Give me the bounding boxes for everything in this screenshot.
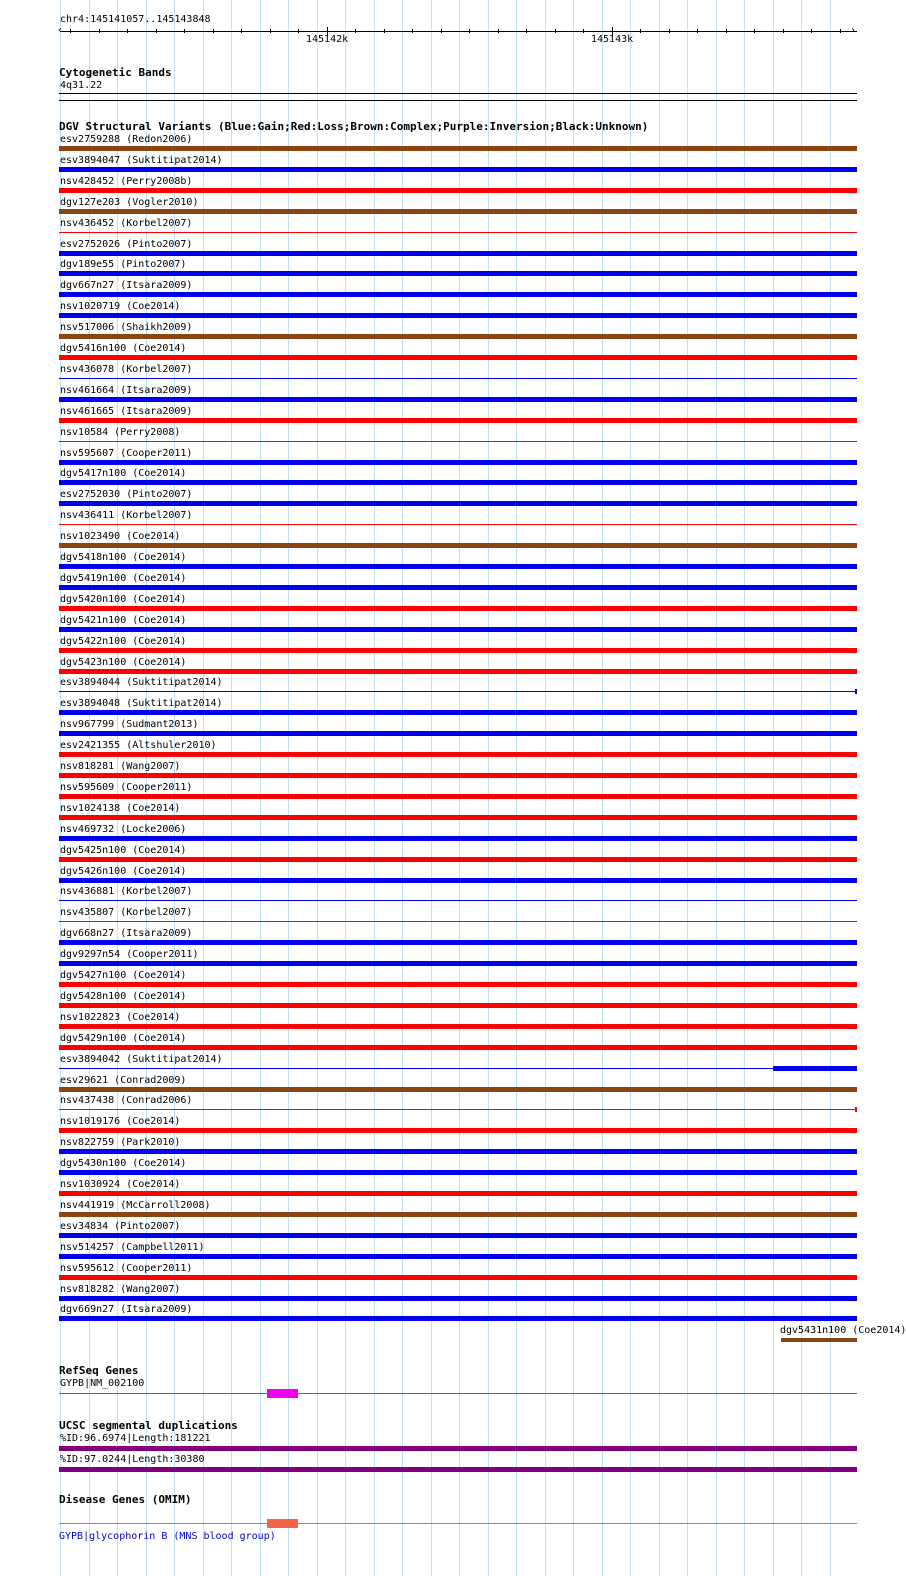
dgv-variant-label[interactable]: nsv818281 (Wang2007)	[60, 761, 181, 772]
dgv-variant-bar[interactable]	[59, 1212, 857, 1217]
dgv-variant-bar[interactable]	[59, 731, 857, 736]
dgv-variant-bar[interactable]	[59, 355, 857, 360]
dgv-variant-bar[interactable]	[59, 961, 857, 966]
dgv-variant-bar[interactable]	[59, 1316, 857, 1321]
dgv-variant-label[interactable]: dgv189e55 (Pinto2007)	[60, 259, 187, 270]
ruler-minor-tick	[213, 29, 214, 33]
dgv-variant-label[interactable]: nsv514257 (Campbell2011)	[60, 1242, 205, 1253]
ruler-minor-tick	[726, 29, 727, 33]
grid-line	[516, 0, 517, 1576]
segdup-label[interactable]: %ID:97.0244|Length:30380	[60, 1454, 205, 1465]
grid-line	[716, 0, 717, 1576]
dgv-variant-bar[interactable]	[59, 1233, 857, 1238]
grid-line	[231, 0, 232, 1576]
grid-line	[488, 0, 489, 1576]
dgv-variant-label[interactable]: dgv5418n100 (Coe2014)	[60, 552, 187, 563]
dgv-variant-label[interactable]: nsv428452 (Perry2008b)	[60, 176, 193, 187]
ruler-minor-tick	[70, 29, 71, 33]
dgv-variant-bar[interactable]	[59, 648, 857, 653]
dgv-variant-bar[interactable]	[59, 669, 857, 674]
grid-line	[431, 0, 432, 1576]
dgv-variant-bar[interactable]	[59, 313, 857, 318]
dgv-variant-bar[interactable]	[59, 1087, 857, 1092]
dgv-variant-label[interactable]: dgv5419n100 (Coe2014)	[60, 573, 187, 584]
dgv-variant-label[interactable]: dgv5425n100 (Coe2014)	[60, 845, 187, 856]
dgv-variant-bar[interactable]	[59, 441, 857, 442]
dgv-variant-bar[interactable]	[59, 564, 857, 569]
dgv-variant-bar[interactable]	[59, 501, 857, 506]
dgv-variant-label[interactable]: nsv461665 (Itsara2009)	[60, 406, 193, 417]
dgv-variant-label[interactable]: esv3894047 (Suktitipat2014)	[60, 155, 223, 166]
dgv-variant-bar[interactable]	[59, 397, 857, 402]
dgv-variant-bar[interactable]	[59, 524, 857, 525]
dgv-variant-label[interactable]: nsv595607 (Cooper2011)	[60, 448, 193, 459]
dgv-variant-bar[interactable]	[59, 1191, 857, 1196]
dgv-variant-bar[interactable]	[59, 378, 857, 379]
omim-track-title[interactable]: Disease Genes (OMIM)	[59, 1493, 192, 1506]
dgv-variant-label[interactable]: dgv5422n100 (Coe2014)	[60, 636, 187, 647]
dgv-variant-bar[interactable]	[59, 232, 857, 233]
dgv-variant-label[interactable]: nsv822759 (Park2010)	[60, 1137, 181, 1148]
dgv-variant-label[interactable]: nsv435807 (Korbel2007)	[60, 907, 193, 918]
ruler-minor-tick	[469, 29, 470, 33]
ruler-minor-tick	[697, 29, 698, 33]
dgv-variant-bar[interactable]	[59, 1003, 857, 1008]
dgv-extra-variant-label[interactable]: dgv5431n100 (Coe2014)	[780, 1325, 906, 1336]
dgv-variant-label[interactable]: dgv5428n100 (Coe2014)	[60, 991, 187, 1002]
ruler-minor-tick	[754, 29, 755, 33]
dgv-variant-label[interactable]: nsv1022823 (Coe2014)	[60, 1012, 181, 1023]
dgv-variant-label[interactable]: nsv461664 (Itsara2009)	[60, 385, 193, 396]
dgv-track-title[interactable]: DGV Structural Variants (Blue:Gain;Red:Loss;Brown:Complex;Purple:Inversion;Black:Unknown)	[59, 120, 649, 133]
dgv-variant-label[interactable]: esv29621 (Conrad2009)	[60, 1075, 187, 1086]
dgv-variant-bar[interactable]	[59, 921, 857, 922]
segdup-track-title[interactable]: UCSC segmental duplications	[59, 1419, 238, 1432]
ruler-minor-tick	[355, 29, 356, 33]
ruler-minor-tick	[384, 29, 385, 33]
dgv-variant-bar[interactable]	[59, 815, 857, 820]
dgv-extra-variant-bar[interactable]	[781, 1338, 857, 1342]
refseq-gene-label[interactable]: GYPB|NM_002100	[60, 1378, 145, 1389]
ruler-right-arrow-icon: ›	[850, 25, 857, 36]
ruler-line	[60, 31, 857, 32]
segdup-label[interactable]: %ID:96.6974|Length:181221	[60, 1433, 211, 1444]
grid-line	[203, 0, 204, 1576]
segdup-bar[interactable]	[59, 1467, 857, 1472]
dgv-variant-label[interactable]: esv2421355 (Altshuler2010)	[60, 740, 217, 751]
grid-line	[744, 0, 745, 1576]
dgv-variant-label[interactable]: nsv1020719 (Coe2014)	[60, 301, 181, 312]
dgv-variant-label[interactable]: esv34834 (Pinto2007)	[60, 1221, 181, 1232]
dgv-variant-bar[interactable]	[59, 1275, 857, 1280]
dgv-variant-label[interactable]: nsv436411 (Korbel2007)	[60, 510, 193, 521]
dgv-variant-bar[interactable]	[59, 940, 857, 945]
dgv-variant-bar[interactable]	[59, 627, 857, 632]
dgv-variant-bar[interactable]	[59, 292, 857, 297]
ruler-minor-tick	[298, 29, 299, 33]
ruler-minor-tick	[811, 29, 812, 33]
dgv-variant-label[interactable]: nsv437438 (Conrad2006)	[60, 1095, 193, 1106]
dgv-variant-label[interactable]: nsv436078 (Korbel2007)	[60, 364, 193, 375]
dgv-variant-label[interactable]: dgv5423n100 (Coe2014)	[60, 657, 187, 668]
dgv-variant-bar[interactable]	[59, 773, 857, 778]
dgv-variant-bar[interactable]	[59, 836, 857, 841]
dgv-variant-bar[interactable]	[59, 900, 857, 901]
dgv-variant-label[interactable]: nsv436881 (Korbel2007)	[60, 886, 193, 897]
ruler-minor-tick	[612, 29, 613, 33]
dgv-variant-bar[interactable]	[59, 878, 857, 883]
ruler-minor-tick	[783, 29, 784, 33]
ruler-minor-tick	[669, 29, 670, 33]
ruler-minor-tick	[640, 29, 641, 33]
dgv-variant-label[interactable]: dgv9297n54 (Cooper2011)	[60, 949, 199, 960]
dgv-variant-bar[interactable]	[59, 460, 857, 465]
dgv-variant-bar[interactable]	[59, 480, 857, 485]
ruler-minor-tick	[270, 29, 271, 33]
ruler-tick-label: 145142k	[306, 34, 349, 45]
segdup-bar[interactable]	[59, 1446, 857, 1451]
locus-label: chr4:145141057..145143848	[60, 14, 211, 25]
dgv-variant-label[interactable]: nsv967799 (Sudmant2013)	[60, 719, 199, 730]
ruler-minor-tick	[555, 29, 556, 33]
dgv-variant-label[interactable]: dgv669n27 (Itsara2009)	[60, 1304, 193, 1315]
cytoband-track-title[interactable]: Cytogenetic Bands	[59, 66, 172, 79]
ruler-minor-tick	[441, 29, 442, 33]
dgv-variant-bar[interactable]	[59, 251, 857, 256]
dgv-variant-label[interactable]: nsv595609 (Cooper2011)	[60, 782, 193, 793]
dgv-variant-bar[interactable]	[59, 1109, 857, 1110]
dgv-variant-label[interactable]: nsv517006 (Shaikh2009)	[60, 322, 193, 333]
grid-line	[459, 0, 460, 1576]
dgv-variant-segment[interactable]	[855, 689, 857, 694]
dgv-variant-label[interactable]: dgv5429n100 (Coe2014)	[60, 1033, 187, 1044]
ruler-left-arrow-icon: ‹	[57, 25, 64, 36]
dgv-variant-segment[interactable]	[773, 1066, 857, 1071]
dgv-variant-label[interactable]: dgv5430n100 (Coe2014)	[60, 1158, 187, 1169]
ruler-minor-tick	[412, 29, 413, 33]
dgv-variant-label[interactable]: dgv667n27 (Itsara2009)	[60, 280, 193, 291]
dgv-variant-bar[interactable]	[59, 752, 857, 757]
dgv-variant-label[interactable]: dgv5416n100 (Coe2014)	[60, 343, 187, 354]
dgv-variant-label[interactable]: nsv595612 (Cooper2011)	[60, 1263, 193, 1274]
dgv-variant-label[interactable]: esv3894048 (Suktitipat2014)	[60, 698, 223, 709]
dgv-variant-bar[interactable]	[59, 543, 857, 548]
dgv-variant-segment[interactable]	[855, 1107, 857, 1112]
dgv-variant-bar[interactable]	[59, 146, 857, 151]
dgv-variant-label[interactable]: esv3894042 (Suktitipat2014)	[60, 1054, 223, 1065]
refseq-gene-exon[interactable]	[267, 1389, 298, 1398]
dgv-variant-bar[interactable]	[59, 418, 857, 423]
omim-gene-exon[interactable]	[267, 1519, 298, 1528]
cytoband-bar[interactable]	[59, 93, 857, 94]
grid-line	[345, 0, 346, 1576]
dgv-variant-label[interactable]: nsv10584 (Perry2008)	[60, 427, 181, 438]
dgv-variant-label[interactable]: dgv127e203 (Vogler2010)	[60, 197, 199, 208]
grid-line	[374, 0, 375, 1576]
dgv-variant-bar[interactable]	[59, 710, 857, 715]
omim-gene-link[interactable]: GYPB|glycophorin B (MNS blood group)	[59, 1531, 276, 1542]
dgv-variant-label[interactable]: nsv436452 (Korbel2007)	[60, 218, 193, 229]
grid-line	[545, 0, 546, 1576]
dgv-variant-bar[interactable]	[59, 585, 857, 590]
grid-line	[630, 0, 631, 1576]
ruler-minor-tick	[127, 29, 128, 33]
omim-gene-line[interactable]	[59, 1523, 857, 1524]
ruler-minor-tick	[583, 29, 584, 33]
dgv-variant-label[interactable]: dgv5420n100 (Coe2014)	[60, 594, 187, 605]
ruler-minor-tick	[526, 29, 527, 33]
dgv-variant-bar[interactable]	[59, 982, 857, 987]
ruler-minor-tick	[99, 29, 100, 33]
dgv-variant-label[interactable]: nsv1023490 (Coe2014)	[60, 531, 181, 542]
dgv-variant-bar[interactable]	[59, 1024, 857, 1029]
dgv-variant-label[interactable]: nsv818282 (Wang2007)	[60, 1284, 181, 1295]
grid-line	[573, 0, 574, 1576]
dgv-variant-label[interactable]: nsv469732 (Locke2006)	[60, 824, 187, 835]
dgv-variant-bar[interactable]	[59, 1045, 857, 1050]
dgv-variant-bar[interactable]	[59, 188, 857, 193]
grid-line	[659, 0, 660, 1576]
dgv-variant-label[interactable]: esv3894044 (Suktitipat2014)	[60, 677, 223, 688]
dgv-variant-label[interactable]: dgv5426n100 (Coe2014)	[60, 866, 187, 877]
cytoband-bar-lower	[59, 100, 857, 101]
ruler-minor-tick	[184, 29, 185, 33]
ruler-minor-tick	[840, 29, 841, 33]
dgv-variant-label[interactable]: nsv1024138 (Coe2014)	[60, 803, 181, 814]
grid-line	[260, 0, 261, 1576]
dgv-variant-bar[interactable]	[59, 1296, 857, 1301]
ruler-minor-tick	[156, 29, 157, 33]
dgv-variant-label[interactable]: nsv1019176 (Coe2014)	[60, 1116, 181, 1127]
refseq-track-title[interactable]: RefSeq Genes	[59, 1364, 139, 1377]
dgv-variant-label[interactable]: esv2752026 (Pinto2007)	[60, 239, 193, 250]
grid-line	[317, 0, 318, 1576]
dgv-variant-bar[interactable]	[59, 334, 857, 339]
dgv-variant-bar[interactable]	[59, 606, 857, 611]
grid-line	[402, 0, 403, 1576]
dgv-variant-bar[interactable]	[59, 691, 857, 692]
dgv-variant-label[interactable]: dgv5417n100 (Coe2014)	[60, 468, 187, 479]
dgv-variant-bar[interactable]	[59, 209, 857, 214]
grid-line	[687, 0, 688, 1576]
dgv-variant-label[interactable]: dgv5427n100 (Coe2014)	[60, 970, 187, 981]
dgv-variant-bar[interactable]	[59, 167, 857, 172]
dgv-variant-bar[interactable]	[59, 857, 857, 862]
dgv-variant-bar[interactable]	[59, 271, 857, 276]
ruler-tick-label: 145143k	[591, 34, 634, 45]
ruler-minor-tick	[498, 29, 499, 33]
dgv-variant-label[interactable]: dgv5421n100 (Coe2014)	[60, 615, 187, 626]
cytoband-label: 4q31.22	[60, 80, 103, 91]
grid-line	[602, 0, 603, 1576]
grid-line	[288, 0, 289, 1576]
ruler-minor-tick	[241, 29, 242, 33]
refseq-gene-intron-line[interactable]	[59, 1393, 857, 1394]
dgv-variant-bar[interactable]	[59, 1149, 857, 1154]
dgv-variant-bar[interactable]	[59, 794, 857, 799]
dgv-variant-label[interactable]: nsv441919 (McCarroll2008)	[60, 1200, 211, 1211]
dgv-variant-label[interactable]: dgv668n27 (Itsara2009)	[60, 928, 193, 939]
grid-line	[773, 0, 774, 1576]
dgv-variant-bar[interactable]	[59, 1128, 857, 1133]
dgv-variant-bar[interactable]	[59, 1254, 857, 1259]
dgv-variant-label[interactable]: esv2752030 (Pinto2007)	[60, 489, 193, 500]
ruler-minor-tick	[327, 29, 328, 33]
dgv-variant-bar[interactable]	[59, 1170, 857, 1175]
dgv-variant-label[interactable]: esv2759288 (Redon2006)	[60, 134, 193, 145]
dgv-variant-label[interactable]: nsv1030924 (Coe2014)	[60, 1179, 181, 1190]
dgv-variant-bar[interactable]	[59, 1068, 857, 1069]
